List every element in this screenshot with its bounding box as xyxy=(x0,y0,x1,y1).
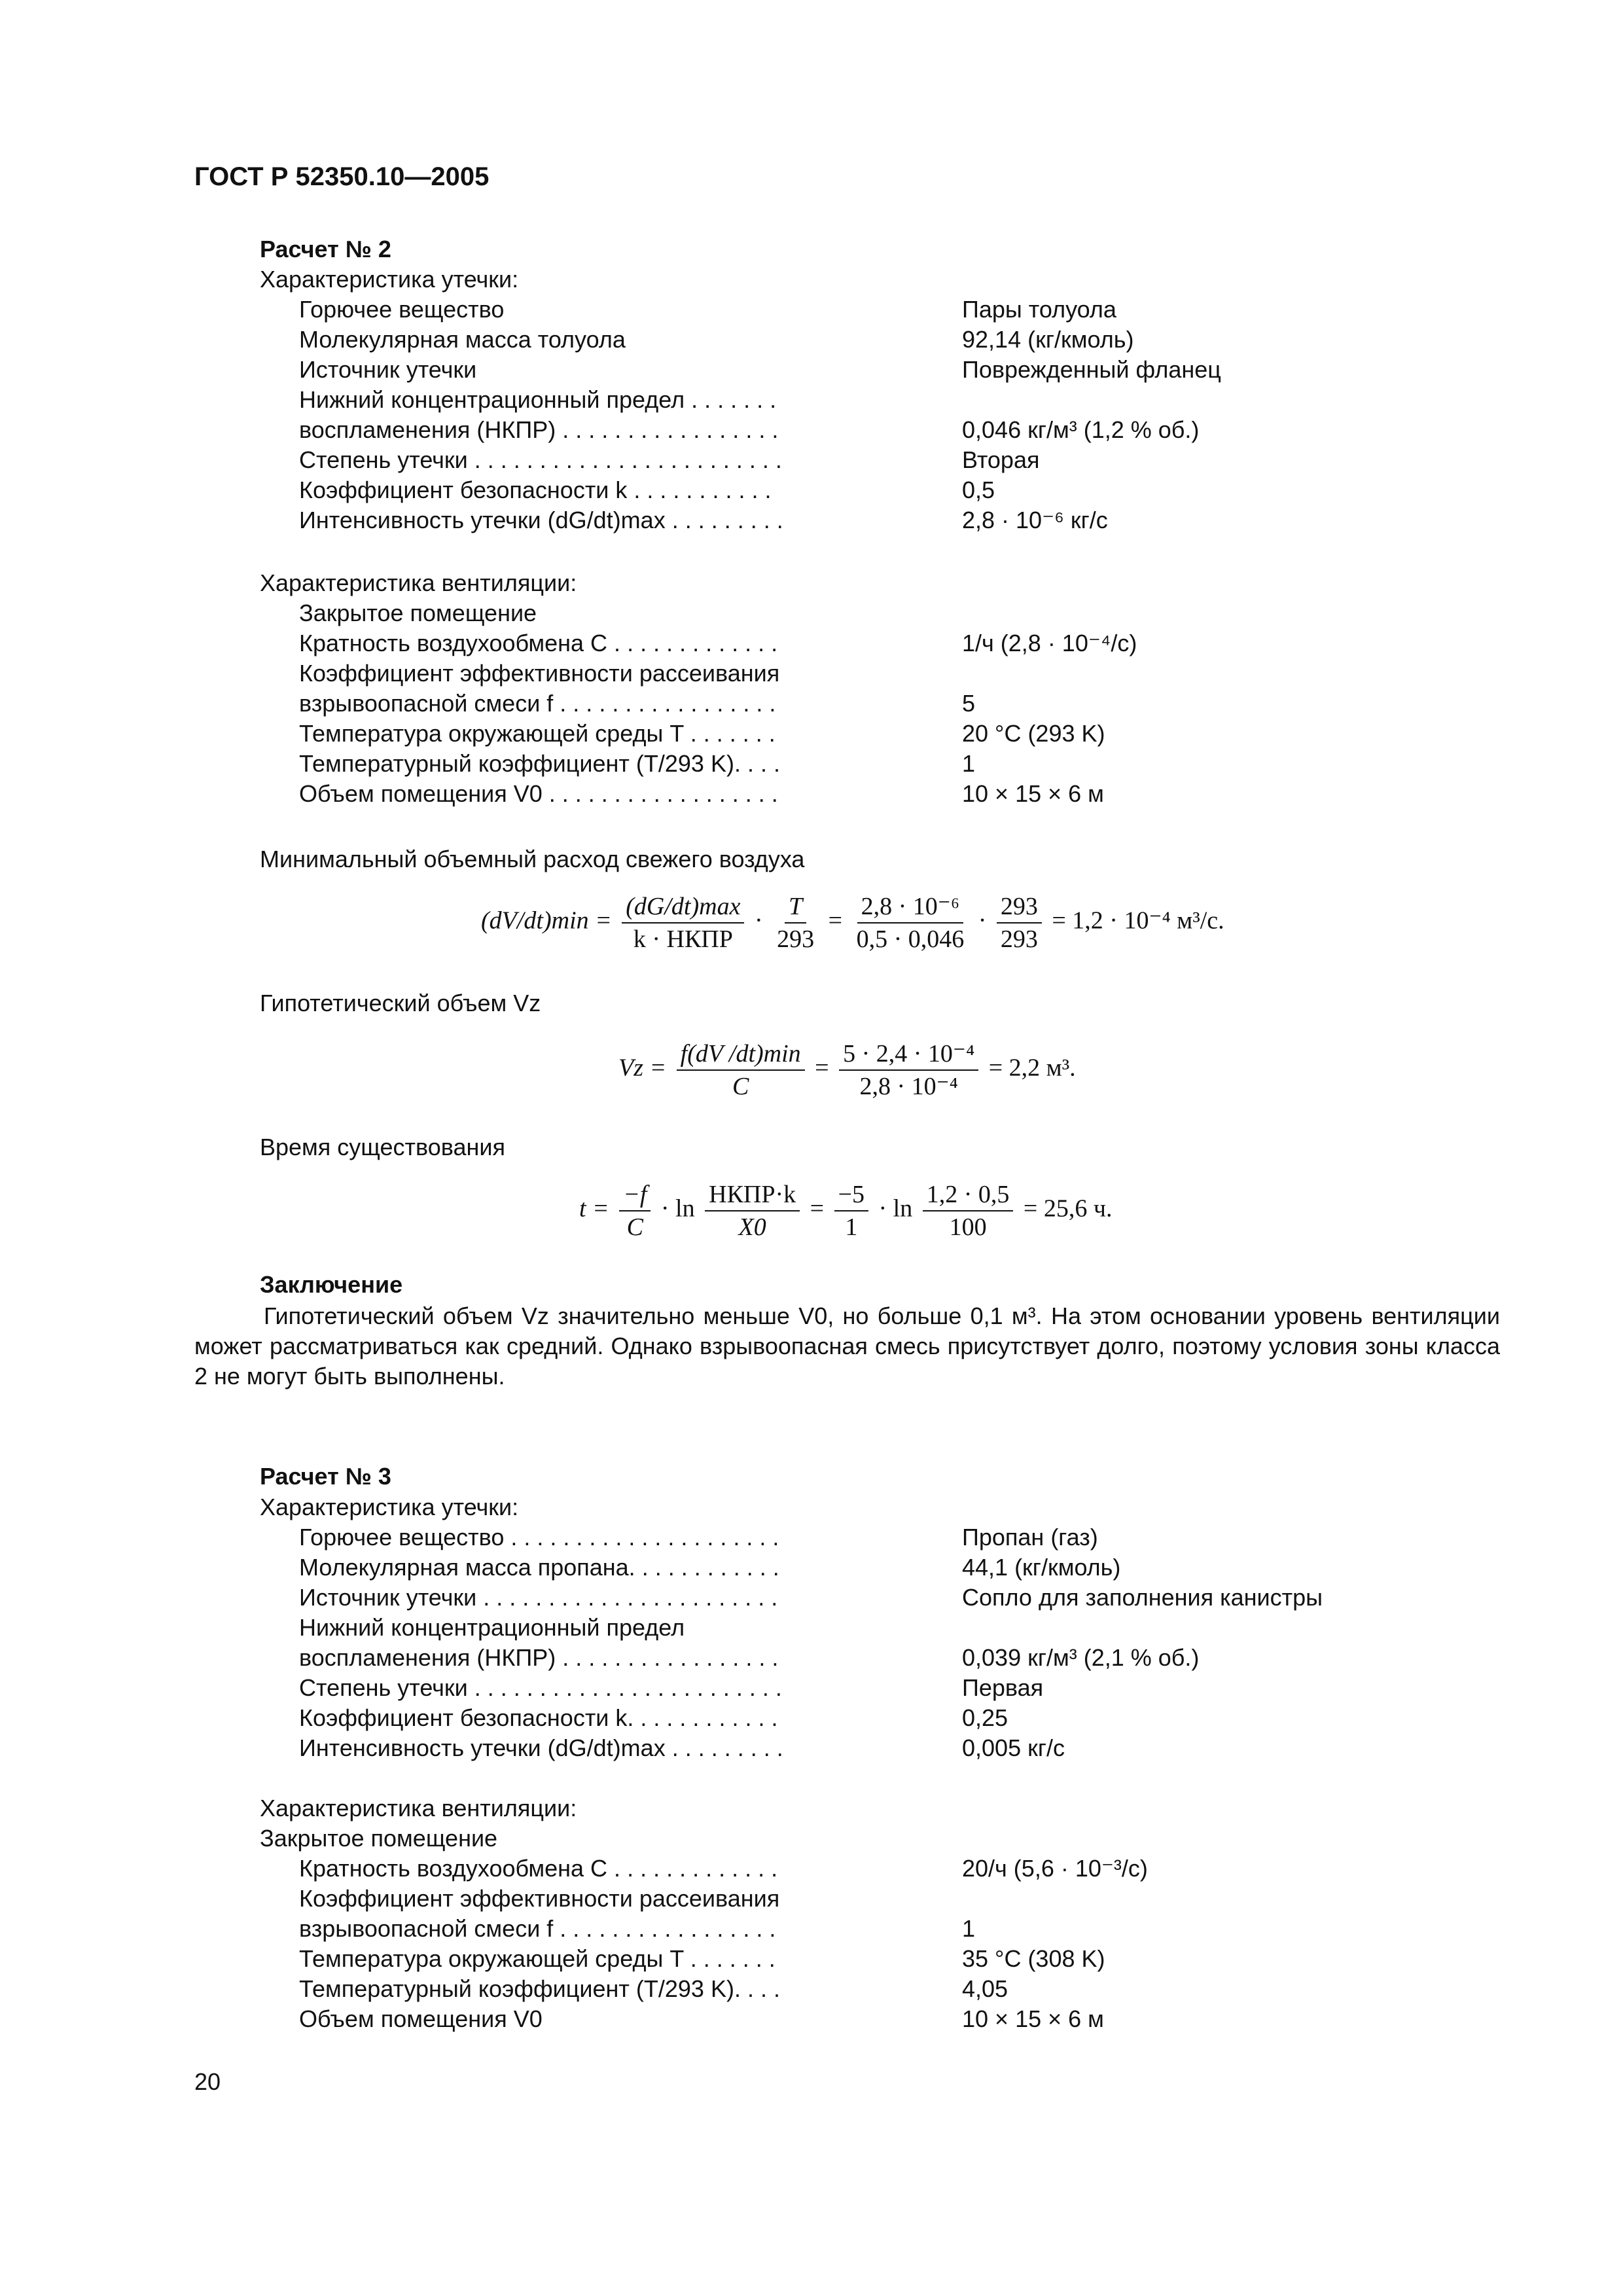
f3-d3: 1 xyxy=(845,1213,858,1241)
f2-frac1 xyxy=(677,1041,805,1100)
formula-min-flow xyxy=(481,893,1224,952)
param-label: Температура окружающей среды T . . . . . . . xyxy=(299,720,776,747)
param-value: Сопло для заполнения канистры xyxy=(962,1584,1323,1611)
param-value: Вторая xyxy=(962,446,1040,473)
f1-lhs: (dV/dt)min = xyxy=(481,906,612,935)
param-value: 0,039 кг/м³ (2,1 % об.) xyxy=(962,1644,1200,1671)
f1-n2: T xyxy=(785,893,806,924)
param-label: Источник утечки xyxy=(299,356,477,383)
param-label: Молекулярная масса толуола xyxy=(299,326,626,353)
f1-frac1 xyxy=(622,893,744,952)
param-value: 0,25 xyxy=(962,1704,1008,1731)
param-value: 5 xyxy=(962,690,976,717)
f3-n3: −5 xyxy=(834,1181,868,1211)
param-label: Коэффициент безопасности k. . . . . . . . . . . . xyxy=(299,1704,778,1731)
conclusion-text: Гипотетический объем Vz значительно меньше V0, но больше 0,1 м³. На этом основании уровень вентиляции может рассматриваться как средний. Однако взрывоопасная смесь присутствует долго, поэтому условия зоны класса 2 не могут быть выполнены. xyxy=(194,1302,1500,1390)
param-value: Первая xyxy=(962,1674,1044,1701)
param-value: 2,8 · 10⁻⁶ кг/с xyxy=(962,507,1108,533)
f1-frac2 xyxy=(773,893,818,952)
param-value: Пары толуола xyxy=(962,296,1116,323)
f3-n1: −f xyxy=(619,1181,651,1211)
f3-d2: X0 xyxy=(738,1213,766,1241)
param-label: Температура окружающей среды T . . . . . . . xyxy=(299,1945,776,1972)
f1-frac4 xyxy=(997,893,1042,952)
f3-d4: 100 xyxy=(949,1213,987,1241)
param-label: Коэффициент эффективности рассеивания xyxy=(299,1885,780,1912)
param-label: Объем помещения V0 . . . . . . . . . . . . . . . . . . xyxy=(299,780,778,807)
param-label: Интенсивность утечки (dG/dt)max . . . . . . . . . xyxy=(299,1734,783,1761)
f2-rhs: = 2,2 м³. xyxy=(988,1054,1076,1082)
f2-frac2 xyxy=(839,1041,978,1100)
f1-frac3 xyxy=(853,893,969,952)
param-label: Закрытое помещение xyxy=(299,600,537,626)
param-label: Объем помещения V0 xyxy=(299,2005,543,2032)
param-value: 20/ч (5,6 · 10⁻³/с) xyxy=(962,1855,1148,1882)
calc2-title: Расчет № 2 xyxy=(260,236,391,262)
param-label: воспламенения (НКПР) . . . . . . . . . . . . . . . . . xyxy=(299,416,779,443)
param-label: Степень утечки . . . . . . . . . . . . . . . . . . . . . . . . xyxy=(299,446,782,473)
param-value: 1 xyxy=(962,750,976,777)
calc3-vent-heading: Характеристика вентиляции: xyxy=(260,1795,577,1821)
f2-n2: 5 · 2,4 · 10⁻⁴ xyxy=(839,1041,978,1071)
param-value: 4,05 xyxy=(962,1975,1008,2002)
f3-ln2: · ln xyxy=(878,1194,913,1223)
f1-d4: 293 xyxy=(1000,925,1038,953)
f1-dot2: · xyxy=(978,906,987,935)
param-value: 10 × 15 × 6 м xyxy=(962,2005,1104,2032)
param-label: Молекулярная масса пропана. . . . . . . . . . . . xyxy=(299,1554,779,1581)
document-code: ГОСТ Р 52350.10—2005 xyxy=(194,162,490,191)
calc3-title: Расчет № 3 xyxy=(260,1463,391,1490)
f3-ln1: · ln xyxy=(660,1194,695,1223)
f2-n1: f(dV /dt)min xyxy=(677,1041,805,1071)
calc2-leak-heading: Характеристика утечки: xyxy=(260,266,519,293)
param-label: Кратность воздухообмена C . . . . . . . . . . . . . xyxy=(299,1855,778,1882)
param-label: Температурный коэффициент (T/293 K). . . . xyxy=(299,750,780,777)
f2-lhs: Vz = xyxy=(618,1054,667,1082)
f3-frac2 xyxy=(705,1181,800,1240)
f3-lhs: t = xyxy=(579,1194,609,1223)
param-label: Нижний концентрационный предел xyxy=(299,1614,685,1641)
f3-rhs: = 25,6 ч. xyxy=(1023,1194,1113,1223)
f3-frac4 xyxy=(923,1181,1014,1240)
f2-eq: = xyxy=(815,1054,829,1082)
calc3-leak-heading: Характеристика утечки: xyxy=(260,1494,519,1520)
formula-hyp-volume xyxy=(618,1041,1076,1100)
param-value: 10 × 15 × 6 м xyxy=(962,780,1104,807)
param-label: Нижний концентрационный предел . . . . . . . xyxy=(299,386,777,413)
f1-n1: (dG/dt)max xyxy=(622,893,744,924)
param-value: 20 °C (293 K) xyxy=(962,720,1105,747)
param-value: 92,14 (кг/кмоль) xyxy=(962,326,1134,353)
param-label: Источник утечки . . . . . . . . . . . . . . . . . . . . . . . xyxy=(299,1584,778,1611)
param-value: 44,1 (кг/кмоль) xyxy=(962,1554,1121,1581)
param-label: Коэффициент эффективности рассеивания xyxy=(299,660,780,687)
formula-existence-time xyxy=(579,1181,1112,1240)
f3-frac3 xyxy=(834,1181,868,1240)
param-value: 35 °C (308 K) xyxy=(962,1945,1105,1972)
f3-d1: C xyxy=(626,1213,643,1241)
f1-rhs: = 1,2 · 10⁻⁴ м³/с. xyxy=(1052,906,1224,935)
param-label: Горючее вещество . . . . . . . . . . . . . . . . . . . . . xyxy=(299,1524,779,1551)
param-label: воспламенения (НКПР) . . . . . . . . . . . . . . . . . xyxy=(299,1644,779,1671)
f1-d3: 0,5 · 0,046 xyxy=(856,925,965,953)
f3-n4: 1,2 · 0,5 xyxy=(923,1181,1014,1211)
param-label: Горючее вещество xyxy=(299,296,505,323)
min-flow-text: Минимальный объемный расход свежего воздуха xyxy=(260,846,805,872)
f3-eq: = xyxy=(810,1194,825,1223)
f2-d2: 2,8 · 10⁻⁴ xyxy=(859,1073,958,1100)
calc2-vent-heading: Характеристика вентиляции: xyxy=(260,569,577,596)
param-value: 0,5 xyxy=(962,476,995,503)
f1-eq1: = xyxy=(828,906,843,935)
existence-text: Время существования xyxy=(260,1134,505,1160)
param-label: взрывоопасной смеси f . . . . . . . . . . . . . . . . . xyxy=(299,1915,776,1942)
page-number: 20 xyxy=(194,2068,221,2095)
param-value: 0,046 кг/м³ (1,2 % об.) xyxy=(962,416,1200,443)
f1-d2: 293 xyxy=(777,925,815,953)
f1-n4: 293 xyxy=(997,893,1042,924)
param-value: 1/ч (2,8 · 10⁻⁴/с) xyxy=(962,630,1137,656)
hyp-volume-text: Гипотетический объем Vz xyxy=(260,990,541,1016)
param-value: 1 xyxy=(962,1915,976,1942)
param-value: 0,005 кг/с xyxy=(962,1734,1065,1761)
param-label: Интенсивность утечки (dG/dt)max . . . . . . . . . xyxy=(299,507,783,533)
param-label: Кратность воздухообмена C . . . . . . . . . . . . . xyxy=(299,630,778,656)
calc3-vent-sub: Закрытое помещение xyxy=(260,1825,498,1852)
f2-d1: C xyxy=(732,1073,749,1100)
param-value: Пропан (газ) xyxy=(962,1524,1098,1551)
f1-n3: 2,8 · 10⁻⁶ xyxy=(857,893,963,924)
param-value: Поврежденный фланец xyxy=(962,356,1221,383)
param-label: Коэффициент безопасности k . . . . . . . . . . . xyxy=(299,476,772,503)
param-label: Степень утечки . . . . . . . . . . . . . . . . . . . . . . . . xyxy=(299,1674,782,1701)
param-label: Температурный коэффициент (T/293 K). . . . xyxy=(299,1975,780,2002)
param-label: взрывоопасной смеси f . . . . . . . . . . . . . . . . . xyxy=(299,690,776,717)
f3-frac1 xyxy=(619,1181,651,1240)
f1-dot1: · xyxy=(754,906,763,935)
f1-d1: k · НКПР xyxy=(633,925,733,953)
conclusion-title: Заключение xyxy=(260,1271,403,1298)
f3-n2: НКПР·k xyxy=(705,1181,800,1211)
